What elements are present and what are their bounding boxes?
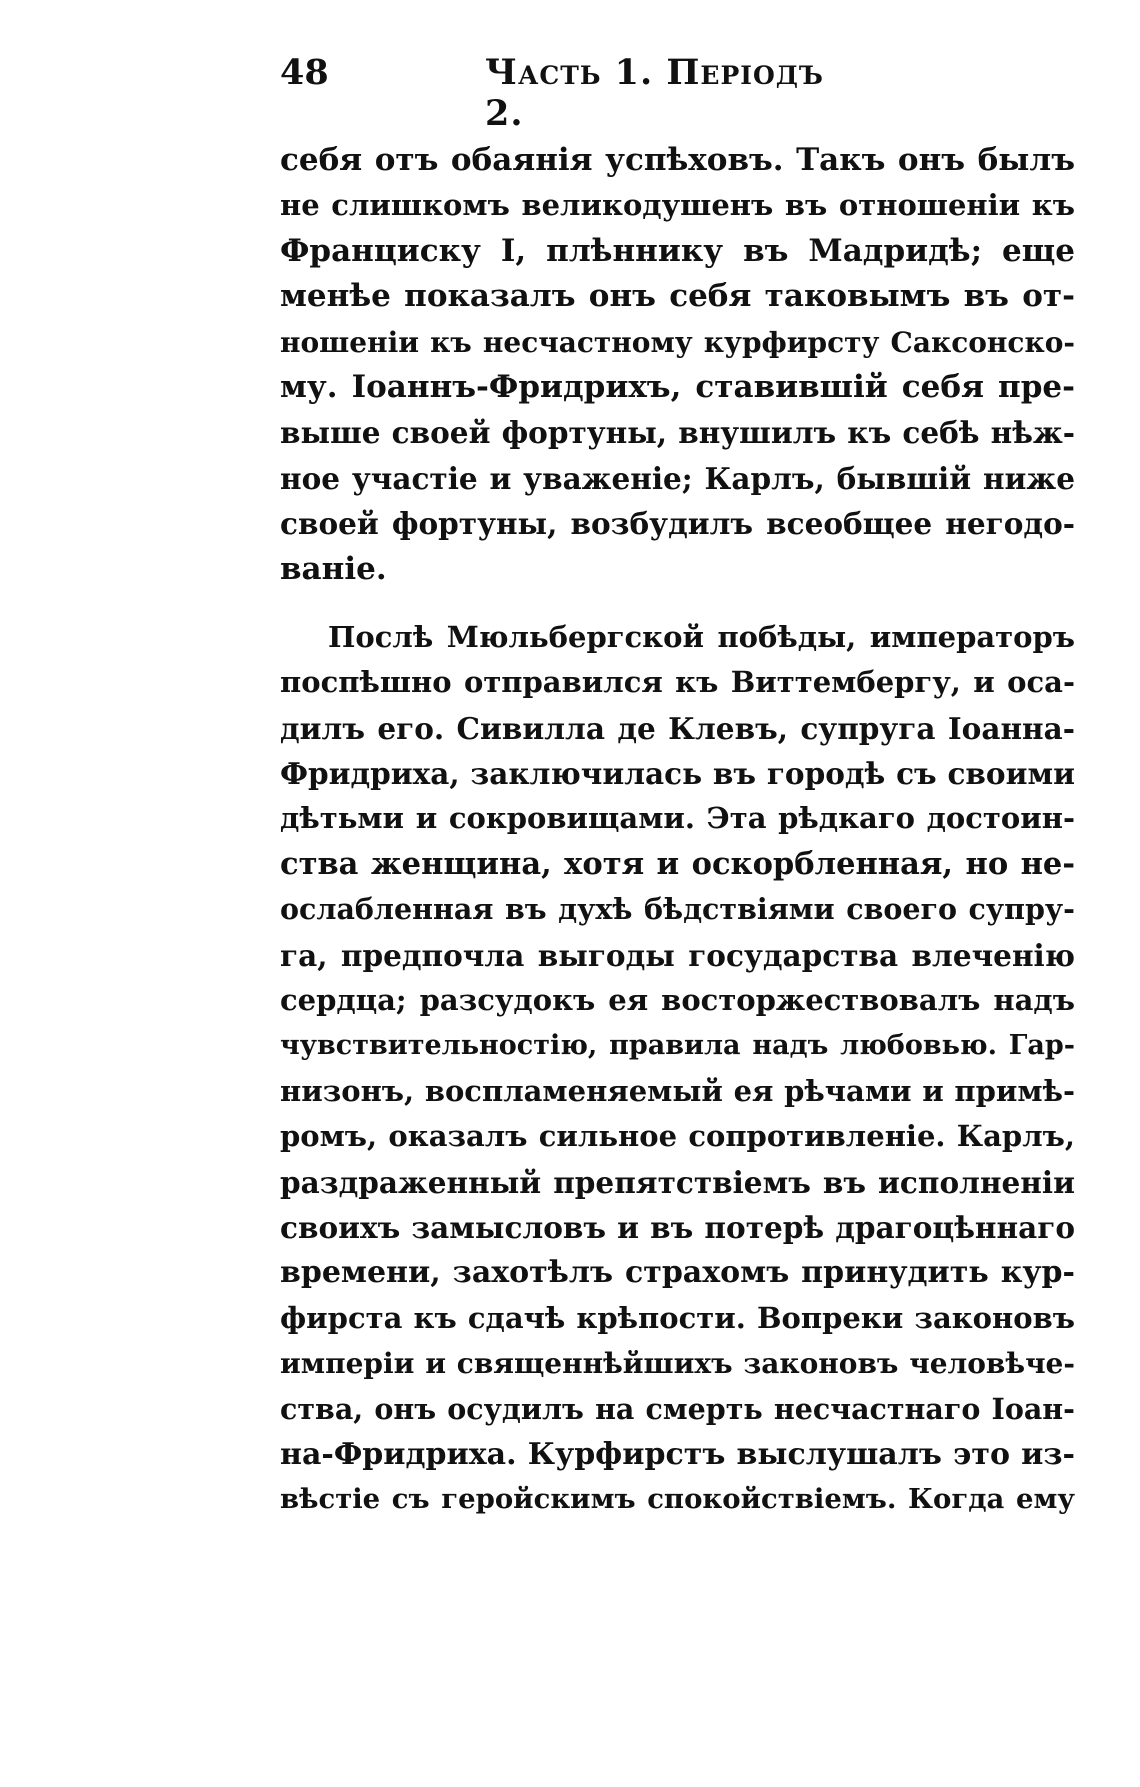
text-line: ромъ, оказалъ сильное сопротивленіе. Карлъ, bbox=[280, 1119, 1075, 1154]
text-line: своей фортуны, возбудилъ всеобщее негодо- bbox=[280, 506, 1075, 542]
paragraph-gap bbox=[280, 592, 1075, 615]
text-line: Послѣ Мюльбергской побѣды, императоръ bbox=[328, 619, 1075, 654]
text-line: му. Іоаннъ-Фридрихъ, ставившій себя пре- bbox=[280, 368, 1075, 405]
text-line: Фридриха, заключилась въ городѣ съ своими bbox=[280, 756, 1075, 792]
text-line: ношеніи къ несчастному курфирсту Саксонско- bbox=[280, 325, 1075, 359]
text-line: дѣтьми и сокровищами. Эта рѣдкаго достоин- bbox=[280, 801, 1075, 836]
text-line: вѣстіе съ геройскимъ спокойствіемъ. Когда ему bbox=[280, 1483, 1075, 1516]
text-line: поспѣшно отправился къ Виттембергу, и оса- bbox=[280, 665, 1075, 700]
body-text bbox=[280, 138, 1075, 1523]
text-line: своихъ замысловъ и въ потерѣ драгоцѣннаго bbox=[280, 1209, 1075, 1245]
text-line: на-Фридриха. Курфирстъ выслушалъ это из- bbox=[280, 1436, 1075, 1472]
text-line: низонъ, воспламеняемый ея рѣчами и примѣ- bbox=[280, 1073, 1075, 1108]
text-line: не слишкомъ великодушенъ въ отношеніи къ bbox=[280, 188, 1075, 223]
text-line: себя отъ обаянія успѣховъ. Такъ онъ былъ bbox=[280, 142, 1075, 178]
paragraph-1 bbox=[280, 138, 1075, 592]
running-head bbox=[280, 52, 864, 134]
page-number: 48 bbox=[280, 52, 329, 93]
text-line: имперіи и священнѣйшихъ законовъ человѣче- bbox=[280, 1347, 1075, 1381]
running-head-title: Часть 1. Періодъ 2. bbox=[485, 52, 824, 134]
text-line: сердца; разсудокъ ея восторжествовалъ надъ bbox=[280, 983, 1075, 1018]
text-line: ства, онъ осудилъ на смерть несчастнаго Іоан- bbox=[280, 1391, 1075, 1426]
text-line: ства женщина, хотя и оскорбленная, но не- bbox=[280, 845, 1075, 882]
text-line: выше своей фортуны, внушилъ къ себѣ нѣж- bbox=[280, 415, 1075, 451]
text-line: раздраженный препятствіемъ въ исполненіи bbox=[280, 1164, 1075, 1200]
text-line: ваніе. bbox=[280, 550, 387, 587]
text-line: времени, захотѣлъ страхомъ принудить кур- bbox=[280, 1255, 1075, 1291]
text-line: ное участіе и уваженіе; Карлъ, бывшій ниже bbox=[280, 460, 1075, 496]
text-line: менѣе показалъ онъ себя таковымъ въ от- bbox=[280, 278, 1075, 315]
text-line: фирста къ сдачѣ крѣпости. Вопреки законовъ bbox=[280, 1300, 1075, 1335]
text-line: дилъ его. Сивилла де Клевъ, супруга Іоанна- bbox=[280, 710, 1075, 746]
text-line: Франциску I, плѣннику въ Мадридѣ; еще bbox=[280, 232, 1075, 269]
text-line: ослабленная въ духѣ бѣдствіями своего супру- bbox=[280, 892, 1075, 927]
text-line: чувствительностію, правила надъ любовью. Гар- bbox=[280, 1030, 1075, 1062]
text-line: га, предпочла выгоды государства влеченію bbox=[280, 937, 1075, 973]
paragraph-2 bbox=[280, 615, 1075, 1523]
